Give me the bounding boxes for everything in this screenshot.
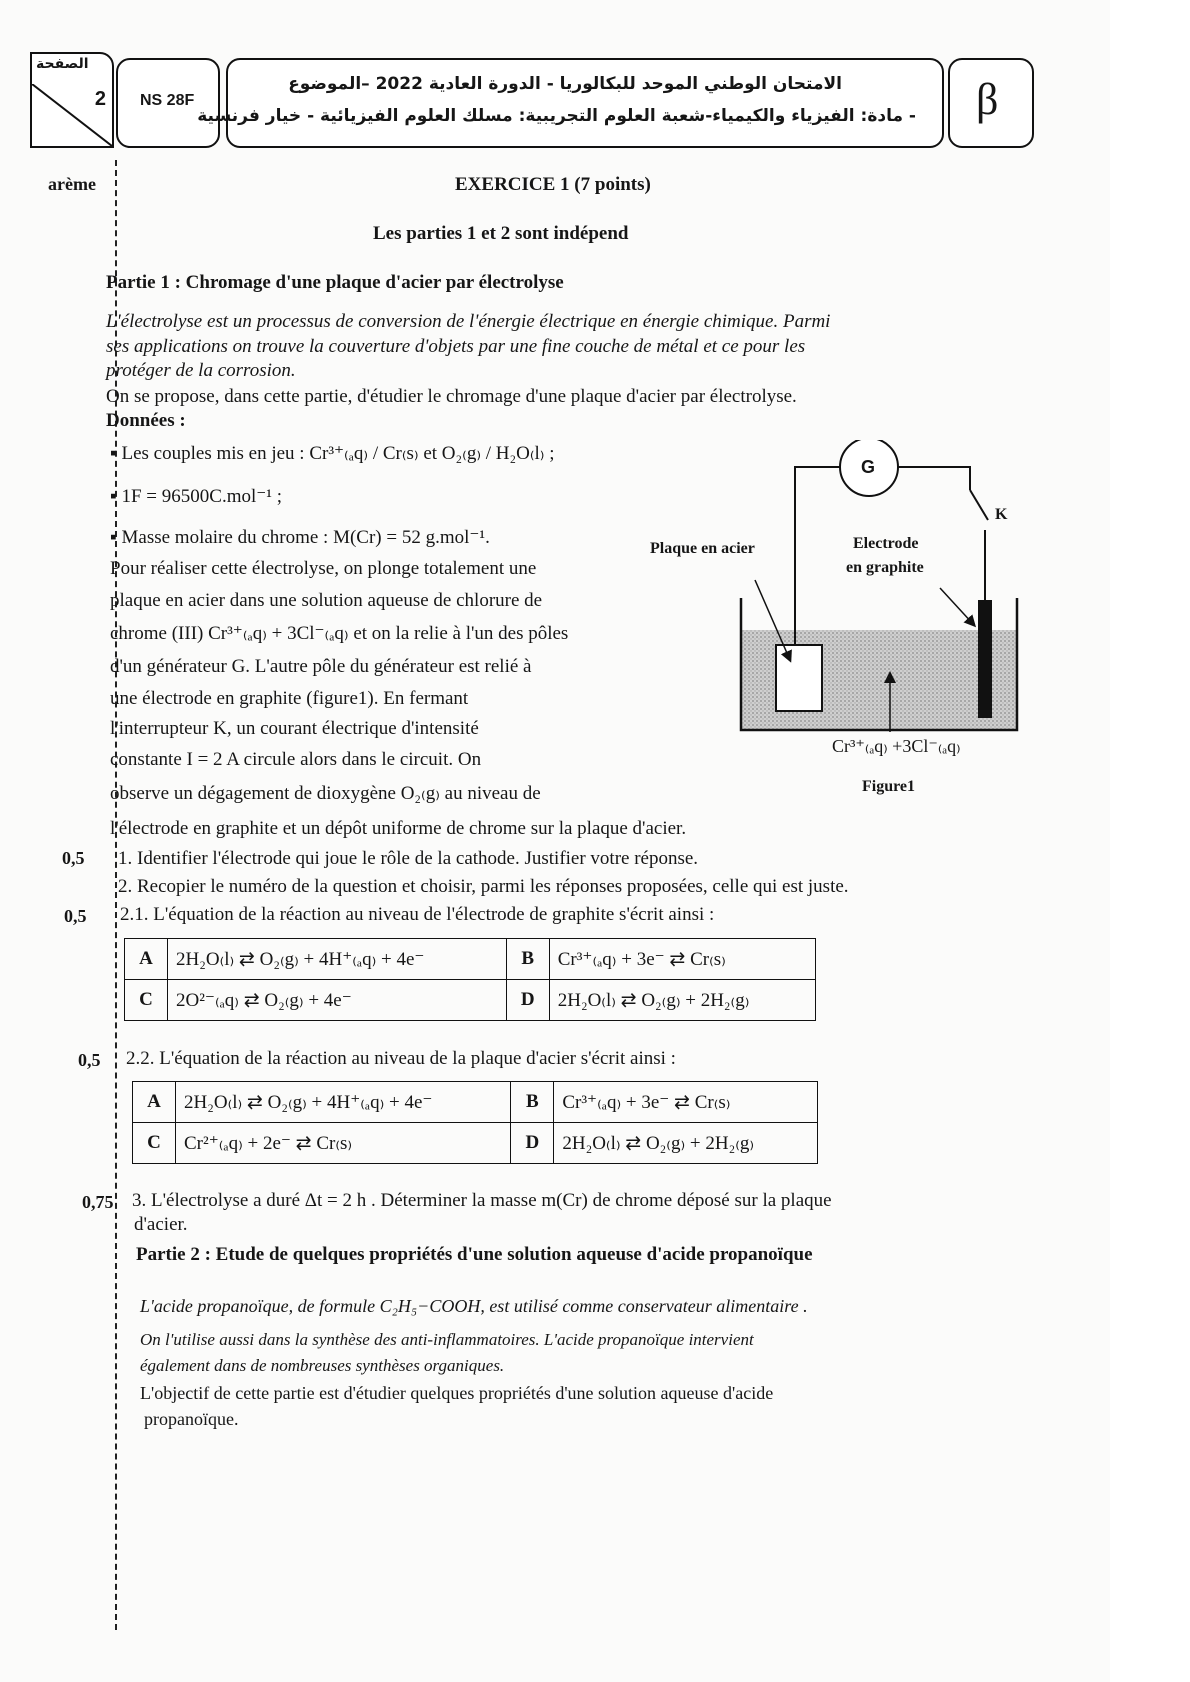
partie1-aim: On se propose, dans cette partie, d'étudier le chromage d'une plaque d'acier par électrolyse. bbox=[106, 386, 797, 407]
option-letter: D bbox=[511, 1123, 554, 1164]
text-line-2: plaque en acier dans une solution aqueuse de chlorure de bbox=[110, 590, 543, 611]
version-symbol: β bbox=[976, 75, 999, 124]
diagonal-line bbox=[32, 84, 112, 146]
q2-text: 2. Recopier le numéro de la question et choisir, parmi les réponses proposées, celle qui est juste. bbox=[118, 876, 849, 897]
option-a[interactable]: 2H₂O₍l₎ ⇄ O₂₍g₎ + 4H⁺₍ₐq₎ + 4e⁻ bbox=[176, 1082, 511, 1123]
title-line-2: - مادة: الفيزياء والكيمياء-شعبة العلوم التجريبية: مسلك العلوم الفيزيائية - خيار فرنسية bbox=[197, 106, 916, 126]
q22-options-table bbox=[132, 1081, 818, 1164]
donnees-label: Données : bbox=[106, 410, 186, 431]
text-line-3: chrome (III) Cr³⁺₍ₐq₎ + 3Cl⁻₍ₐq₎ et on la relie à l'un des pôles bbox=[110, 623, 569, 644]
q3-points: 0,75 bbox=[82, 1192, 114, 1212]
exercise-subtitle: Les parties 1 et 2 sont indépend bbox=[373, 223, 629, 244]
option-letter: B bbox=[506, 939, 549, 980]
exam-code: NS 28F bbox=[140, 92, 195, 109]
donnee-masse-molaire: ▪ Masse molaire du chrome : M(Cr) = 52 g.mol⁻¹. bbox=[110, 527, 490, 548]
table-row bbox=[125, 939, 816, 980]
solution-label: Cr³⁺₍ₐq₎ +3Cl⁻₍ₐq₎ bbox=[832, 736, 961, 756]
text-line-1: Pour réaliser cette électrolyse, on plonge totalement une bbox=[110, 558, 537, 579]
q21-points: 0,5 bbox=[64, 906, 87, 926]
electrode-label-1: Electrode bbox=[853, 535, 919, 552]
q22-text: 2.2. L'équation de la réaction au niveau de la plaque d'acier s'écrit ainsi : bbox=[126, 1048, 676, 1069]
switch-label: K bbox=[995, 506, 1008, 523]
option-d[interactable]: 2H₂O₍l₎ ⇄ O₂₍g₎ + 2H₂₍g₎ bbox=[549, 980, 815, 1021]
q3-text-1: 3. L'électrolyse a duré Δt = 2 h . Déterminer la masse m(Cr) de chrome déposé sur la plaque bbox=[132, 1190, 832, 1211]
page-edge bbox=[1110, 0, 1190, 1682]
option-d[interactable]: 2H₂O₍l₎ ⇄ O₂₍g₎ + 2H₂₍g₎ bbox=[554, 1123, 818, 1164]
option-b[interactable]: Cr³⁺₍ₐq₎ + 3e⁻ ⇄ Cr₍s₎ bbox=[549, 939, 815, 980]
partie2-intro-1: L'acide propanoïque, de formule C₂H₅−COOH, est utilisé comme conservateur alimentaire . bbox=[140, 1296, 808, 1316]
option-c[interactable]: Cr²⁺₍ₐq₎ + 2e⁻ ⇄ Cr₍s₎ bbox=[176, 1123, 511, 1164]
graphite-electrode bbox=[978, 600, 992, 718]
option-c[interactable]: 2O²⁻₍ₐq₎ ⇄ O₂₍g₎ + 4e⁻ bbox=[168, 980, 507, 1021]
wire-right bbox=[898, 467, 970, 490]
plate-label: Plaque en acier bbox=[650, 540, 755, 557]
exercise-title: EXERCICE 1 (7 points) bbox=[455, 174, 651, 195]
generator-label: G bbox=[861, 457, 876, 477]
partie2-aim-1: L'objectif de cette partie est d'étudier quelques propriétés d'une solution aqueuse d'acide bbox=[140, 1383, 774, 1403]
option-letter: D bbox=[506, 980, 549, 1021]
q22-points: 0,5 bbox=[78, 1050, 101, 1070]
option-letter: C bbox=[125, 980, 168, 1021]
text-line-9: l'électrode en graphite et un dépôt uniforme de chrome sur la plaque d'acier. bbox=[110, 818, 687, 839]
option-a[interactable]: 2H₂O₍l₎ ⇄ O₂₍g₎ + 4H⁺₍ₐq₎ + 4e⁻ bbox=[168, 939, 507, 980]
steel-plate bbox=[776, 645, 822, 711]
code-box bbox=[116, 58, 220, 148]
switch-k-icon bbox=[970, 490, 988, 520]
q1-points: 0,5 bbox=[62, 848, 85, 868]
page-label: الصفحة bbox=[36, 56, 89, 72]
donnee-faraday: ▪ 1F = 96500C.mol⁻¹ ; bbox=[110, 486, 283, 507]
partie2-title: Partie 2 : Etude de quelques propriétés d'une solution aqueuse d'acide propanoïque bbox=[136, 1244, 813, 1265]
page-number-box bbox=[30, 52, 114, 148]
table-row bbox=[125, 980, 816, 1021]
text-line-8: observe un dégagement de dioxygène O₂₍g₎ au niveau de bbox=[110, 783, 541, 804]
figure-caption: Figure1 bbox=[862, 778, 916, 795]
page-number: 2 bbox=[94, 88, 106, 110]
table-row bbox=[133, 1123, 818, 1164]
partie1-intro-3: protéger de la corrosion. bbox=[106, 360, 296, 381]
q3-text-2: d'acier. bbox=[134, 1214, 188, 1235]
partie2-intro-3: également dans de nombreuses synthèses organiques. bbox=[140, 1356, 505, 1375]
partie1-intro-2: ses applications on trouve la couverture d'objets par une fine couche de métal et ce pour les bbox=[106, 336, 806, 357]
partie1-title: Partie 1 : Chromage d'une plaque d'acier par électrolyse bbox=[106, 272, 564, 293]
q21-text: 2.1. L'équation de la réaction au niveau de l'électrode de graphite s'écrit ainsi : bbox=[120, 904, 715, 925]
margin-label: arème bbox=[48, 174, 96, 194]
circuit-diagram bbox=[640, 440, 1040, 820]
version-box bbox=[948, 58, 1034, 148]
electrode-label-2: en graphite bbox=[846, 559, 924, 576]
wire-left bbox=[795, 467, 840, 645]
table-row bbox=[133, 1082, 818, 1123]
title-line-1: الامتحان الوطني الموحد للبكالوريا - الدورة العادية 2022 –الموضوع bbox=[288, 74, 842, 94]
text-line-6: l'interrupteur K, un courant électrique d'intensité bbox=[110, 718, 479, 739]
text-line-5: une électrode en graphite (figure1). En fermant bbox=[110, 688, 469, 709]
option-letter: A bbox=[133, 1082, 176, 1123]
title-box bbox=[197, 58, 944, 148]
arrow-electrode bbox=[940, 588, 974, 625]
q1-text: 1. Identifier l'électrode qui joue le rôle de la cathode. Justifier votre réponse. bbox=[118, 848, 699, 869]
partie1-intro-1: L'électrolyse est un processus de conversion de l'énergie électrique en énergie chimique. Parmi bbox=[106, 311, 831, 332]
partie2-aim-2: propanoïque. bbox=[144, 1409, 239, 1429]
figure-electrolysis bbox=[640, 440, 1040, 820]
option-letter: B bbox=[511, 1082, 554, 1123]
option-b[interactable]: Cr³⁺₍ₐq₎ + 3e⁻ ⇄ Cr₍s₎ bbox=[554, 1082, 818, 1123]
option-letter: A bbox=[125, 939, 168, 980]
option-letter: C bbox=[133, 1123, 176, 1164]
partie2-intro-2: On l'utilise aussi dans la synthèse des anti-inflammatoires. L'acide propanoïque intervient bbox=[140, 1330, 754, 1349]
text-line-7: constante I = 2 A circule alors dans le circuit. On bbox=[110, 749, 482, 770]
text-line-4: d'un générateur G. L'autre pôle du générateur est relié à bbox=[110, 656, 532, 677]
donnee-couples: ▪ Les couples mis en jeu : Cr³⁺₍ₐq₎ / Cr₍s₎ et O₂₍g₎ / H₂O₍l₎ ; bbox=[110, 443, 555, 464]
q21-options-table bbox=[124, 938, 816, 1021]
